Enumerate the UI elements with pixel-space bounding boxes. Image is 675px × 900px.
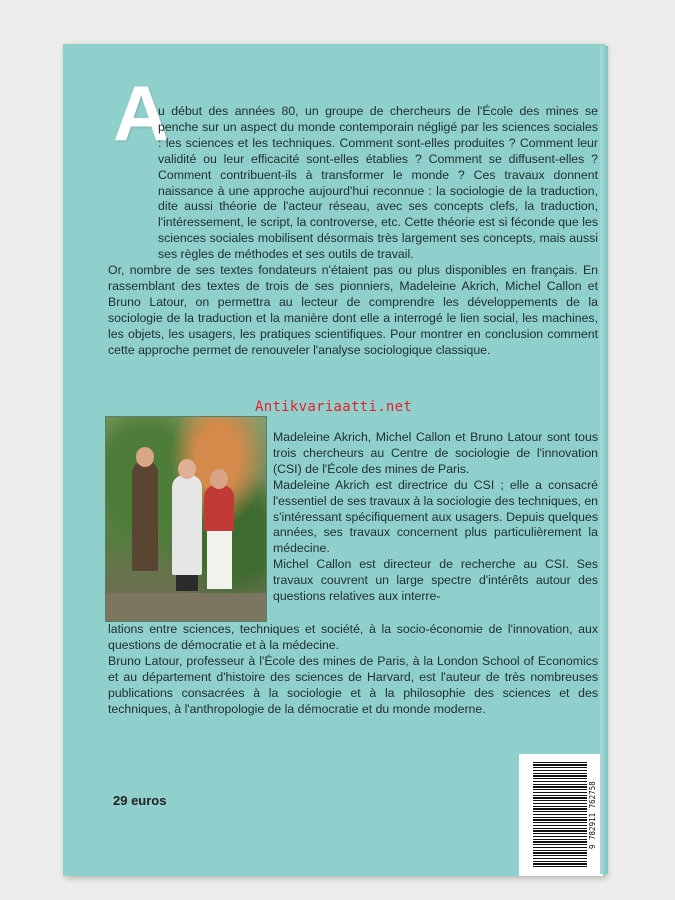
isbn-number: 9 782911 762758 <box>588 781 597 849</box>
book-back-cover <box>63 44 605 876</box>
authors-bio-full <box>108 622 598 717</box>
bio-paragraph: Bruno Latour, professeur à l'École des mines de Paris, à la London School of Economics et au département d'histoire des sciences de Harvard, est l'auteur de très nombreuses publications consacrées à la sociologie et à la philosophie des sciences et des techniques, à l'anthropologie de la démocratie et du monde moderne. <box>108 653 598 716</box>
person-figure <box>132 461 158 571</box>
person-figure <box>172 475 202 575</box>
price-label: 29 euros <box>113 793 167 808</box>
intro-text <box>108 104 598 359</box>
person-head <box>210 469 228 489</box>
photo-ground <box>106 593 266 621</box>
person-figure <box>204 485 234 531</box>
person-head <box>136 447 154 467</box>
intro-paragraph-2: Or, nombre de ses textes fondateurs n'étaient pas ou plus disponibles en français. En rassemblant des textes de trois de ses pionniers, Madeleine Akrich, Michel Callon et Bruno Latour, on permettra au lecteur de comprendre les développements de la sociologie de la traduction et la manière dont elle a interrogé le lien social, les machines, les objets, les usagers, les pratiques scientifiques. Pour montrer en conclusion comment cette approche permet de renouveler l'analyse sociologique classique. <box>108 263 598 357</box>
authors-bio-right <box>273 430 598 605</box>
person-legs <box>207 529 232 589</box>
bio-paragraph: Madeleine Akrich, Michel Callon et Bruno Latour sont tous trois chercheurs au Centre de sociologie de l'innovation (CSI) de l'École des mines de Paris. <box>273 430 598 476</box>
bio-paragraph: Michel Callon est directeur de recherche au CSI. Ses travaux couvrent un large spectre d'intérêts autour des questions relatives aux interre- <box>273 557 598 604</box>
bio-paragraph: Madeleine Akrich est directrice du CSI ; elle a consacré l'essentiel de ses travaux à la sociologie des techniques, en s'intéressant spécifiquement aux usagers. Depuis quelques années, ses travaux concernent plus particulièrement la médecine. <box>273 477 598 556</box>
barcode-panel <box>519 754 603 876</box>
authors-photo <box>105 416 267 622</box>
book-spine-edge <box>600 46 608 874</box>
bio-paragraph: lations entre sciences, techniques et société, à la socio-économie de l'innovation, aux questions de démocratie et à la médecine. <box>108 622 598 652</box>
watermark-stamp: Antikvariaatti.net <box>255 399 413 415</box>
drop-cap-letter: A <box>113 69 170 157</box>
person-head <box>178 459 196 479</box>
intro-paragraph-1: u début des années 80, un groupe de chercheurs de l'École des mines se penche sur un aspect du monde contemporain négligé par les sciences sociales : les sciences et les techniques. Comment sont-elles produites ? Comment leur validité ou leur efficacité sont-elles établies ? Comment se diffusent-elles ? Comment contribuent-ils à transformer le monde ? Ces travaux donnent naissance à une approche aujourd'hui reconnue : la sociologie de la traduction, dite aussi théorie de l'acteur réseau, avec ses concepts clefs, la traduction, l'intéressement, le script, la controverse, etc. Cette théorie est si féconde que les sciences sociales mobilisent désormais très largement ses concepts, mais aussi ses règles de méthodes et ses outils de travail. <box>158 104 598 262</box>
barcode-icon <box>533 762 587 868</box>
